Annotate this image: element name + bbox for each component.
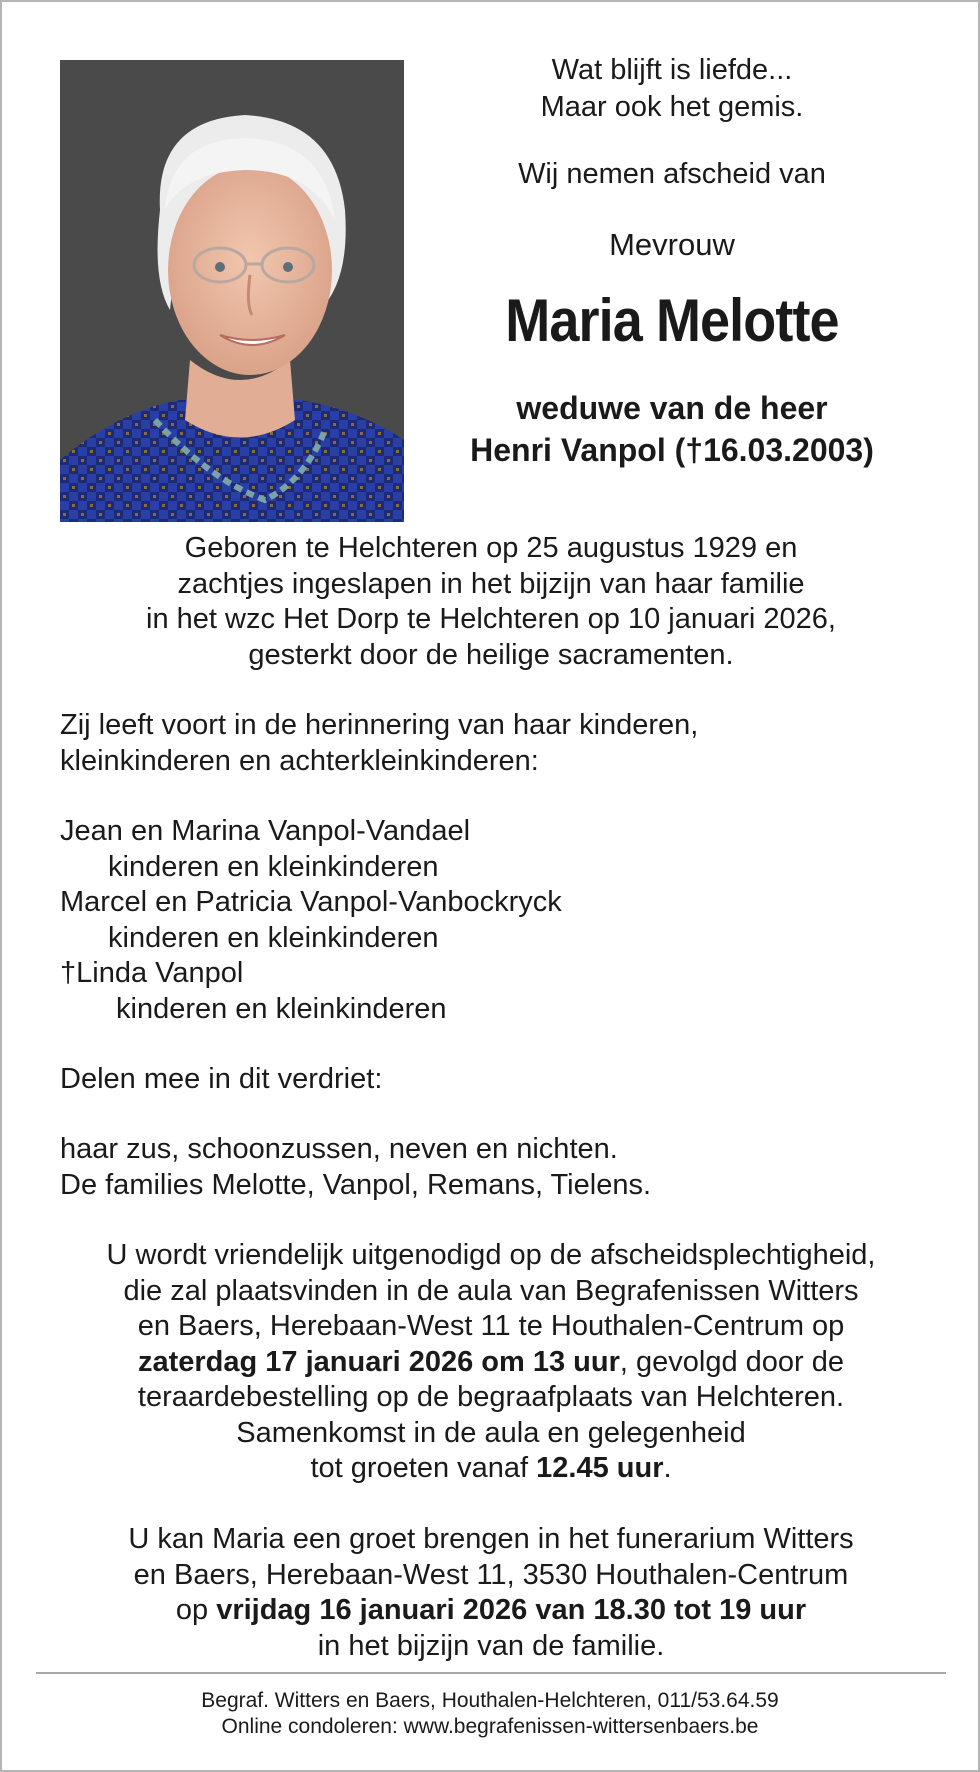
ceremony-line-7 [60,1451,922,1487]
visit-paragraph [60,1522,922,1664]
visit-line-3-pre: op [175,1594,217,1626]
family-members-list [60,814,940,1027]
ceremony-line-4-rest: , gevolgd door de [619,1345,845,1378]
honorific: Mevrouw [609,227,735,262]
visit-line-2: en Baers, Herebaan-West 11, 3530 Houthalen-Centrum [133,1558,849,1591]
portrait-photo [60,60,404,522]
share-line-1: haar zus, schoonzussen, neven en nichten. [60,1133,618,1165]
ceremony-line-3: en Baers, Herebaan-West 11 te Houthalen-Centrum op [137,1310,845,1342]
deceased-name: Maria Melotte [505,287,839,354]
ceremony-line-4 [60,1345,922,1381]
family-intro [60,708,940,779]
share-line-2: De families Melotte, Vanpol, Remans, Tielens. [60,1168,652,1201]
farewell-intro: Wij nemen afscheid van [518,158,826,190]
ceremony-line-7-pre: tot groeten vanaf [310,1452,537,1484]
ceremony-paragraph [60,1238,922,1487]
ceremony-line-2: die zal plaatsvinden in de aula van Begrafenissen Witters [123,1274,859,1307]
quote-line-2: Maar ook het gemis. [540,91,804,123]
header-block [422,52,922,471]
birth-line-1: Geboren te Helchteren op 25 augustus 1929 en [184,532,798,564]
visit-line-4: in het bijzijn van de familie. [317,1629,665,1662]
greeting-time: 12.45 uur [536,1452,664,1484]
portrait-illustration [60,60,404,522]
birth-line-2: zachtjes ingeslapen in het bijzijn van haar familie [177,567,805,600]
quote-line-1: Wat blijft is liefde... [551,54,793,86]
widow-line-1: weduwe van de heer [516,390,828,426]
birth-death-paragraph [60,531,922,673]
quote [422,52,922,126]
share-intro-line: Delen mee in dit verdriet: [60,1063,383,1095]
share-intro [60,1062,940,1098]
family-intro-line-2: kleinkinderen en achterkleinkinderen: [60,744,539,777]
widow-statement [422,387,922,471]
visit-date: vrijdag 16 januari 2026 van 18.30 tot 19 uur [216,1594,807,1626]
family-member-name: Marcel en Patricia Vanpol-Vanbockryck [60,886,562,918]
ceremony-line-5: teraardebestelling op de begraafplaats van Helchteren. [137,1381,845,1413]
birth-line-4: gesterkt door de heilige sacramenten. [248,638,734,671]
footer-divider [36,1672,946,1674]
family-member-name: Jean en Marina Vanpol-Vandael [60,815,471,847]
ceremony-line-7-post: . [663,1452,672,1484]
share-list [60,1132,940,1203]
ceremony-line-6: Samenkomst in de aula en gelegenheid [236,1416,746,1449]
visit-line-3 [60,1593,922,1629]
family-intro-line-1: Zij leeft voort in de herinnering van haar kinderen, [60,709,699,741]
ceremony-line-1: U wordt vriendelijk uitgenodigd op de afscheidsplechtigheid, [106,1239,876,1271]
family-member-sub: kinderen en kleinkinderen [116,992,447,1025]
footer [2,1688,978,1740]
visit-line-1: U kan Maria een groet brengen in het funerarium Witters [128,1523,854,1555]
family-member-sub: kinderen en kleinkinderen [108,850,439,883]
online-condolence-link[interactable]: Online condoleren: www.begrafenissen-wittersenbaers.be [221,1715,759,1738]
birth-line-3: in het wzc Het Dorp te Helchteren op 10 januari 2026, [146,603,836,635]
widow-line-2: Henri Vanpol (†16.03.2003) [470,432,874,468]
ceremony-date: zaterdag 17 januari 2026 om 13 uur [137,1345,620,1378]
funeral-home-contact: Begraf. Witters en Baers, Houthalen-Helchteren, 011/53.64.59 [201,1689,779,1712]
family-member-sub: kinderen en kleinkinderen [108,921,439,954]
family-member-name: †Linda Vanpol [60,957,244,989]
